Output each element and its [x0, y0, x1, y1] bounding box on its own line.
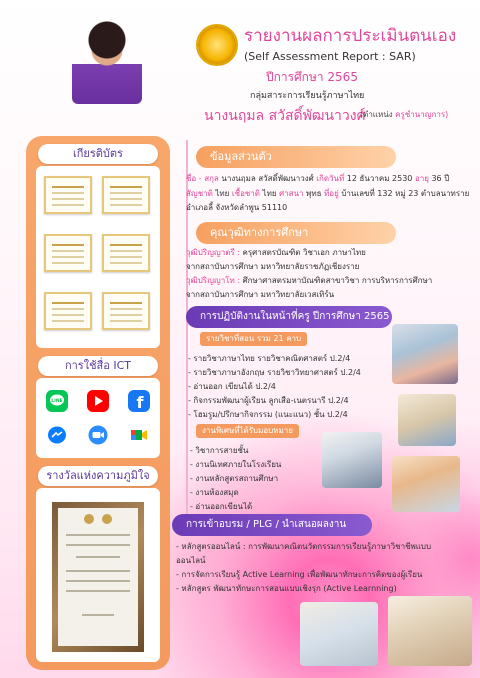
messenger-icon: [46, 424, 68, 446]
teacher-photo: [72, 18, 142, 104]
teaching-item: - โฮมรูม/ปรึกษากิจกรรม (แนะแนว) ชั้น ป.2/4: [188, 410, 348, 419]
facebook-icon: [128, 390, 150, 412]
training-photo: [388, 596, 472, 666]
bachelor-institution: จากสถาบันการศึกษา มหาวิทยาลัยราชภัฏเชียงราย: [186, 262, 360, 271]
support-item: - อ่านออกเขียนได้: [190, 502, 253, 511]
school-logo: [196, 24, 238, 66]
support-tag: งานพิเศษที่ได้รับมอบหมาย: [196, 424, 299, 438]
teaching-item: - อ่านออก เขียนได้ ป.2/4: [188, 382, 276, 391]
award-line: [66, 534, 130, 536]
report-year: ปีการศึกษา 2565: [266, 70, 358, 84]
award-seal: [102, 514, 112, 524]
award-line: [66, 580, 130, 582]
certificate: [44, 292, 92, 330]
ict-icons: [36, 378, 160, 458]
classroom-photo: [398, 394, 456, 446]
teacher-name: นางนฤมล สวัสดิ์พัฒนาวงศ์: [204, 108, 366, 124]
classroom-photo: [392, 324, 458, 384]
personal-line-1: ชื่อ - สกุล นางนฤมล สวัสดิ์พัฒนาวงศ์ เกิดวันที่ 12 ธันวาคม 2530 อายุ 36 ปี: [186, 174, 450, 183]
education-heading: คุณวุฒิทางการศึกษา: [196, 222, 396, 244]
certificate: [102, 234, 150, 272]
training-item: - หลักสูตรออนไลน์ : การพัฒนาคณิตนวัตกรรมการเรียนรู้ภาษาวิชาชีพแบบ: [176, 542, 432, 551]
support-item: - งานห้องสมุด: [190, 488, 239, 497]
award-seal: [84, 514, 94, 524]
master-institution: จากสถาบันการศึกษา มหาวิทยาลัยเวสเทิร์น: [186, 290, 335, 299]
award-line: [76, 556, 120, 558]
report-title: รายงานผลการประเมินตนเอง: [244, 26, 457, 46]
bachelor-degree: วุฒิปริญญาตรี : ครุศาสตรบัณฑิต วิชาเอก ภาษาไทย: [186, 248, 366, 257]
training-heading: การเข้าอบรม / PLG / นำเสนอผลงาน: [172, 514, 372, 536]
svg-text:f: f: [136, 393, 144, 412]
award-line: [66, 590, 130, 592]
training-photo: [300, 602, 378, 666]
certificate: [44, 234, 92, 272]
classroom-photo: [322, 432, 382, 488]
personal-heading: ข้อมูลส่วนตัว: [196, 146, 396, 168]
award-title: รางวัลแห่งความภูมิใจ: [38, 466, 158, 486]
certificates-gallery: [36, 166, 160, 348]
line-icon: [46, 390, 68, 412]
master-degree: วุฒิปริญญาโท : ศึกษาศาสตรมหาบัณฑิตสาขาวิชา การบริหารการศึกษา: [186, 276, 433, 285]
award-certificate: [58, 508, 138, 646]
sidebar: [26, 136, 170, 670]
duty-heading: การปฏิบัติงานในหน้าที่ครู ปีการศึกษา 2565: [186, 306, 392, 328]
training-item: - หลักสูตร พัฒนาทักษะการสอนแบบเชิงรุก (Active Learnning): [176, 584, 397, 593]
teaching-tag: รายวิชาที่สอน รวม 21 คาบ: [200, 332, 307, 346]
certificate: [44, 176, 92, 214]
teaching-item: - รายวิชาภาษาไทย รายวิชาคณิตศาสตร์ ป.2/4: [188, 354, 351, 363]
support-item: - วิชาการสายชั้น: [190, 446, 249, 455]
youtube-icon: [87, 390, 109, 412]
personal-line-2: สัญชาติ ไทย เชื้อชาติ ไทย ศาสนา พุทธ ที่อยู่ บ้านเลขที่ 132 หมู่ 23 ตำบลนาทราย: [186, 189, 470, 198]
training-item: ออนไลน์: [176, 556, 206, 565]
support-item: - งานนิเทศภายในโรงเรียน: [190, 460, 282, 469]
teaching-item: - กิจกรรมพัฒนาผู้เรียน ลูกเสือ-เนตรนารี ป.2/4: [188, 396, 349, 405]
award-line: [66, 570, 130, 572]
support-item: - งานหลักสูตรสถานศึกษา: [190, 474, 279, 483]
subject-group: กลุ่มสาระการเรียนรู้ภาษาไทย: [250, 91, 365, 101]
meet-icon: [128, 424, 150, 446]
zoom-icon: [87, 424, 109, 446]
award-frame: [52, 502, 144, 652]
training-item: - การจัดการเรียนรู้ Active Learning เพื่อพัฒนาทักษะการคิดของผู้เรียน: [176, 570, 423, 579]
certificates-title: เกียรติบัตร: [38, 144, 158, 164]
certificate: [102, 176, 150, 214]
ict-title: การใช้สื่อ ICT: [38, 356, 158, 376]
teacher-position: [360, 108, 448, 121]
personal-line-3: อำเภอลี้ จังหวัดลำพูน 51110: [186, 203, 288, 212]
classroom-photo: [392, 456, 460, 512]
position-label: (ตำแหน่ง: [360, 110, 393, 119]
award-line: [66, 544, 130, 546]
svg-text:LINE: LINE: [51, 399, 63, 404]
award-line: [82, 614, 114, 616]
award-display: [36, 488, 160, 662]
teaching-item: - รายวิชาภาษาอังกฤษ รายวิชาวิทยาศาสตร์ ป.2/4: [188, 368, 361, 377]
report-subtitle: (Self Assessment Report : SAR): [244, 50, 416, 63]
certificate: [102, 292, 150, 330]
position-value: ครูชำนาญการ): [395, 110, 449, 119]
